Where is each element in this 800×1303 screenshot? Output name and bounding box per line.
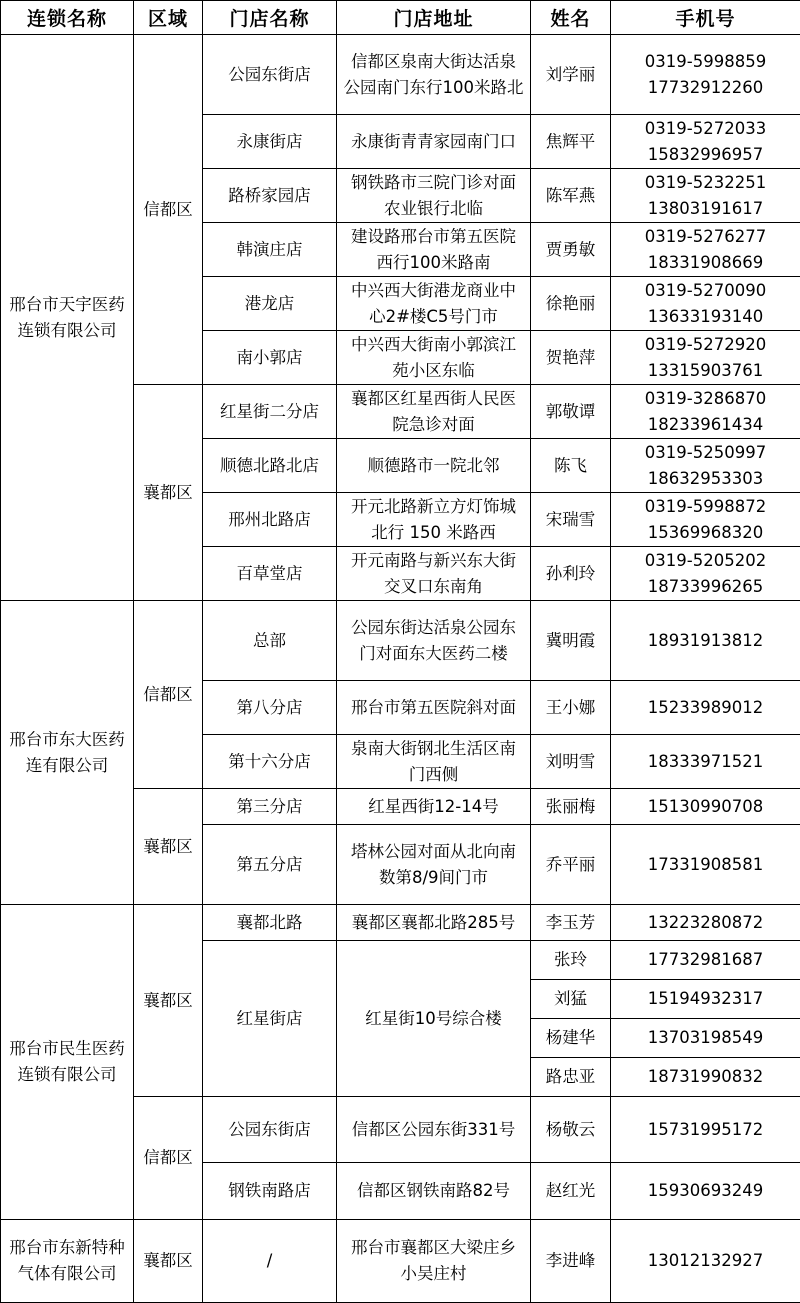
header-phone: 手机号 — [611, 1, 800, 35]
phone-cell: 17732981687 — [611, 941, 800, 980]
phone-cell: 15930693249 — [611, 1163, 800, 1220]
address-cell: 襄都区襄都北路285号 — [337, 905, 531, 941]
region-cell: 信都区 — [134, 601, 203, 789]
company-cell: 邢台市东大医药连有限公司 — [1, 601, 134, 905]
header-store: 门店名称 — [203, 1, 337, 35]
contact-name-cell: 王小娜 — [531, 681, 611, 735]
address-cell: 中兴西大街港龙商业中心2#楼C5号门市 — [337, 277, 531, 331]
address-cell: 钢铁路市三院门诊对面农业银行北临 — [337, 169, 531, 223]
table-row — [1, 905, 800, 941]
phone-cell: 0319-5270090 13633193140 — [611, 277, 800, 331]
address-cell: 开元南路与新兴东大街交叉口东南角 — [337, 547, 531, 601]
store-cell: 第五分店 — [203, 825, 337, 905]
phone-cell: 13703198549 — [611, 1019, 800, 1058]
region-cell: 信都区 — [134, 35, 203, 385]
store-cell: 公园东街店 — [203, 35, 337, 115]
store-cell: 港龙店 — [203, 277, 337, 331]
contact-name-cell: 焦辉平 — [531, 115, 611, 169]
store-cell: 总部 — [203, 601, 337, 681]
phone-cell: 0319-5272920 13315903761 — [611, 331, 800, 385]
phone-cell: 18333971521 — [611, 735, 800, 789]
contact-name-cell: 张丽梅 — [531, 789, 611, 825]
header-row — [1, 1, 800, 35]
contact-name-cell: 徐艳丽 — [531, 277, 611, 331]
phone-cell: 0319-5272033 15832996957 — [611, 115, 800, 169]
phone-cell: 13223280872 — [611, 905, 800, 941]
phone-cell: 0319-5250997 18632953303 — [611, 439, 800, 493]
contact-name-cell: 刘明雪 — [531, 735, 611, 789]
address-cell: 邢台市第五医院斜对面 — [337, 681, 531, 735]
address-cell: 开元北路新立方灯饰城北行 150 米路西 — [337, 493, 531, 547]
address-cell: 信都区泉南大街达活泉公园南门东行100米路北 — [337, 35, 531, 115]
header-name: 姓名 — [531, 1, 611, 35]
address-cell: 信都区钢铁南路82号 — [337, 1163, 531, 1220]
region-cell: 信都区 — [134, 1097, 203, 1220]
store-cell: 红星街二分店 — [203, 385, 337, 439]
store-cell: 邢州北路店 — [203, 493, 337, 547]
phone-cell: 0319-5998859 17732912260 — [611, 35, 800, 115]
region-cell: 襄都区 — [134, 905, 203, 1097]
phone-cell: 0319-3286870 18233961434 — [611, 385, 800, 439]
phone-cell: 13012132927 — [611, 1220, 800, 1303]
store-cell: 第八分店 — [203, 681, 337, 735]
address-cell: 永康街青青家园南门口 — [337, 115, 531, 169]
header-company: 连锁名称 — [1, 1, 134, 35]
contact-name-cell: 杨敬云 — [531, 1097, 611, 1163]
store-cell: 公园东街店 — [203, 1097, 337, 1163]
contact-name-cell: 赵红光 — [531, 1163, 611, 1220]
region-cell: 襄都区 — [134, 385, 203, 601]
region-cell: 襄都区 — [134, 789, 203, 905]
address-cell: 塔林公园对面从北向南数第8/9间门市 — [337, 825, 531, 905]
store-cell: 路桥家园店 — [203, 169, 337, 223]
contact-name-cell: 陈飞 — [531, 439, 611, 493]
phone-cell: 15130990708 — [611, 789, 800, 825]
store-cell: 南小郭店 — [203, 331, 337, 385]
address-cell: 邢台市襄都区大梁庄乡小吴庄村 — [337, 1220, 531, 1303]
phone-cell: 0319-5276277 18331908669 — [611, 223, 800, 277]
address-cell: 顺德路市一院北邻 — [337, 439, 531, 493]
company-cell: 邢台市民生医药连锁有限公司 — [1, 905, 134, 1220]
table-row — [1, 601, 800, 681]
contact-name-cell: 张玲 — [531, 941, 611, 980]
region-cell: 襄都区 — [134, 1220, 203, 1303]
contact-name-cell: 李玉芳 — [531, 905, 611, 941]
header-address: 门店地址 — [337, 1, 531, 35]
phone-cell: 18731990832 — [611, 1058, 800, 1097]
store-cell: / — [203, 1220, 337, 1303]
address-cell: 红星西街12-14号 — [337, 789, 531, 825]
store-cell: 红星街店 — [203, 941, 337, 1097]
address-cell: 信都区公园东街331号 — [337, 1097, 531, 1163]
store-cell: 永康街店 — [203, 115, 337, 169]
phone-cell: 18931913812 — [611, 601, 800, 681]
store-cell: 百草堂店 — [203, 547, 337, 601]
address-cell: 公园东街达活泉公园东门对面东大医药二楼 — [337, 601, 531, 681]
phone-cell: 0319-5232251 13803191617 — [611, 169, 800, 223]
address-cell: 襄都区红星西街人民医院急诊对面 — [337, 385, 531, 439]
store-cell: 襄都北路 — [203, 905, 337, 941]
contact-name-cell: 刘学丽 — [531, 35, 611, 115]
contact-name-cell: 贾勇敏 — [531, 223, 611, 277]
store-cell: 顺德北路北店 — [203, 439, 337, 493]
company-cell: 邢台市东新特种气体有限公司 — [1, 1220, 134, 1303]
phone-cell: 15731995172 — [611, 1097, 800, 1163]
contact-name-cell: 乔平丽 — [531, 825, 611, 905]
address-cell: 中兴西大街南小郭滨江苑小区东临 — [337, 331, 531, 385]
table-row — [1, 35, 800, 115]
phone-cell: 0319-5998872 15369968320 — [611, 493, 800, 547]
contact-name-cell: 贺艳萍 — [531, 331, 611, 385]
phone-cell: 0319-5205202 18733996265 — [611, 547, 800, 601]
phone-cell: 15194932317 — [611, 980, 800, 1019]
phone-cell: 15233989012 — [611, 681, 800, 735]
company-cell: 邢台市天宇医药连锁有限公司 — [1, 35, 134, 601]
contact-name-cell: 李进峰 — [531, 1220, 611, 1303]
contact-name-cell: 冀明霞 — [531, 601, 611, 681]
header-region: 区域 — [134, 1, 203, 35]
store-cell: 第三分店 — [203, 789, 337, 825]
address-cell: 红星街10号综合楼 — [337, 941, 531, 1097]
store-cell: 韩演庄店 — [203, 223, 337, 277]
store-cell: 第十六分店 — [203, 735, 337, 789]
contact-name-cell: 宋瑞雪 — [531, 493, 611, 547]
address-cell: 建设路邢台市第五医院西行100米路南 — [337, 223, 531, 277]
contact-name-cell: 郭敬谭 — [531, 385, 611, 439]
store-cell: 钢铁南路店 — [203, 1163, 337, 1220]
contact-name-cell: 杨建华 — [531, 1019, 611, 1058]
contact-name-cell: 刘猛 — [531, 980, 611, 1019]
table-row — [1, 1220, 800, 1303]
contact-name-cell: 路忠亚 — [531, 1058, 611, 1097]
address-cell: 泉南大街钢北生活区南门西侧 — [337, 735, 531, 789]
contact-name-cell: 孙利玲 — [531, 547, 611, 601]
phone-cell: 17331908581 — [611, 825, 800, 905]
contact-name-cell: 陈军燕 — [531, 169, 611, 223]
